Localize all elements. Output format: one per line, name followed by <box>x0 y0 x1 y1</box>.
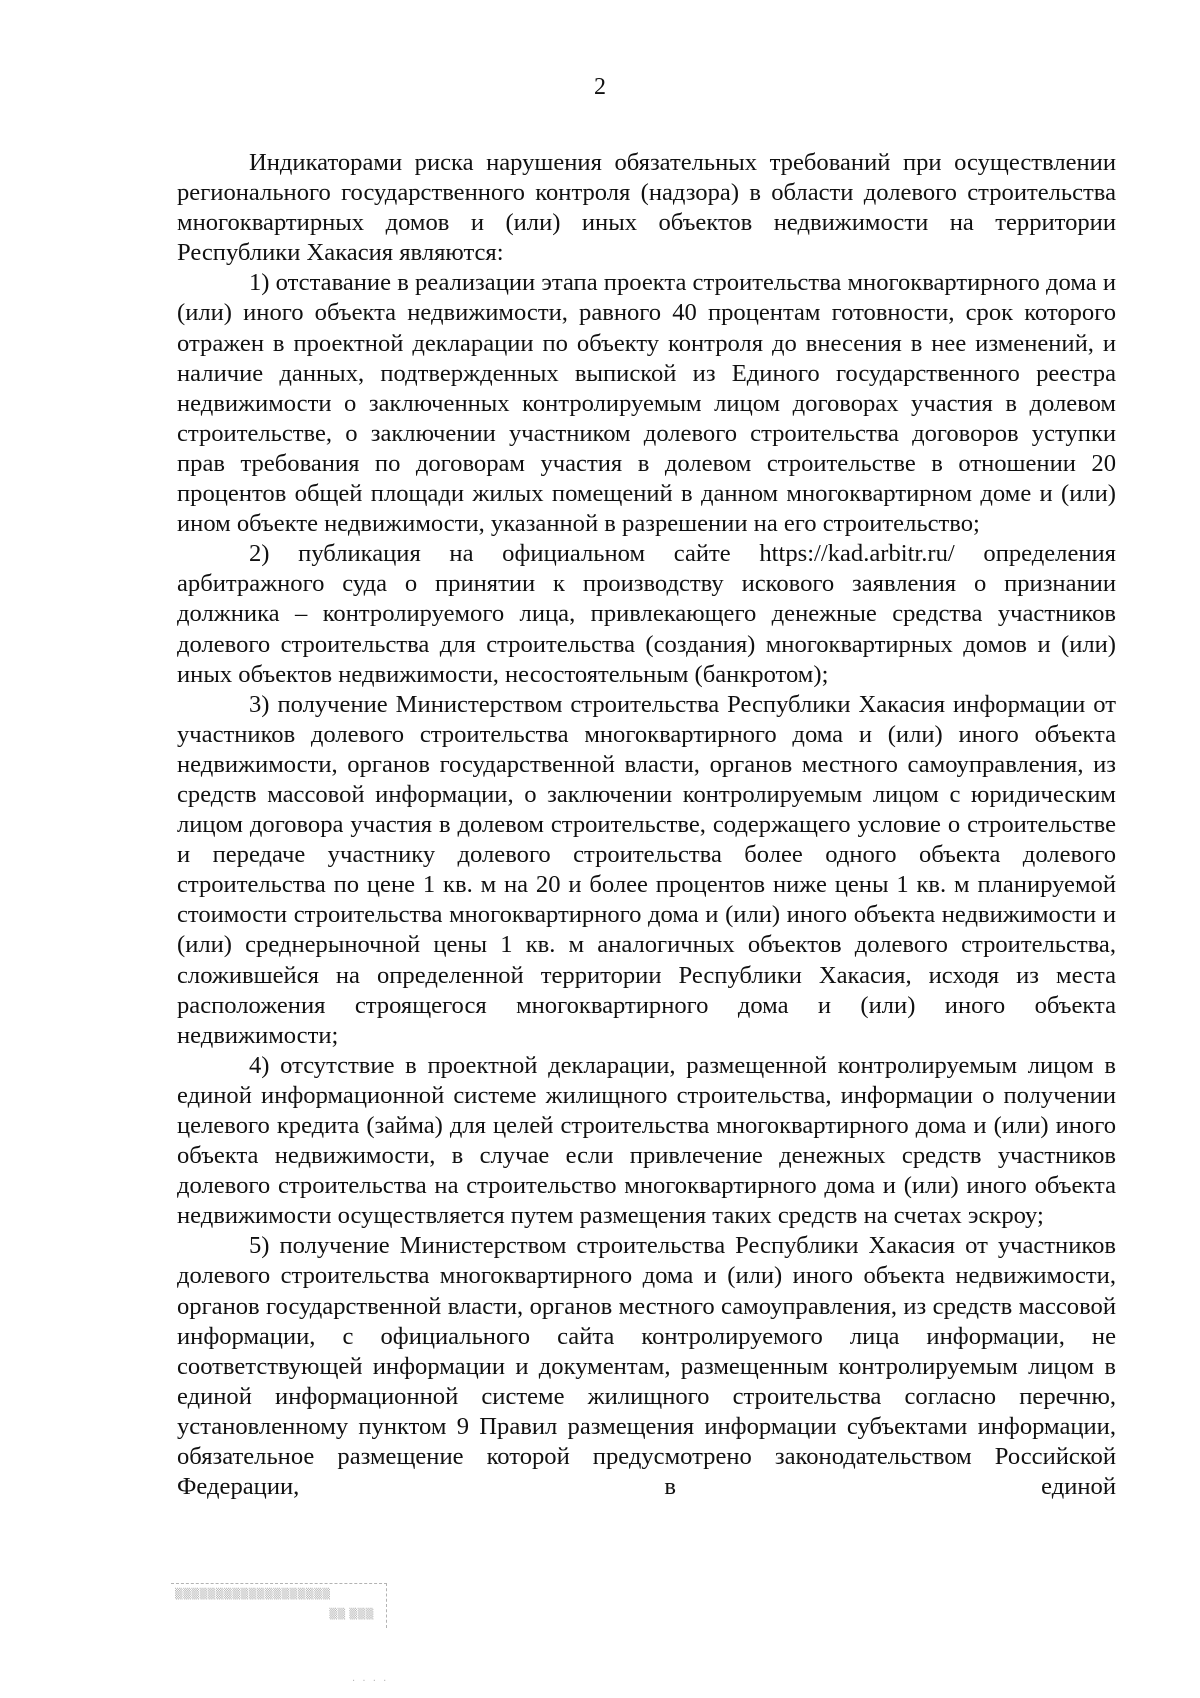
list-item-4: 4) отсутствие в проектной декларации, размещенной контролируемым лицом в единой информационной системе жилищного строительства, информации о получении целевого кредита (займа) для целей строительства многоквартирного дома и (или) иного объекта недвижимости, в случае если привлечение денежных средств участников долевого строительства на строительство многоквартирного дома и (или) иного объекта недвижимости осуществляется путем размещения таких средств на счетах эскроу; <box>177 1051 1116 1230</box>
list-item-2: 2) публикация на официальном сайте https://kad.arbitr.ru/ определения арбитражного суда о принятии к производству искового заявления о признании должника – контролируемого лица, привлекающего денежные средства участников долевого строительства для строительства (создания) многоквартирных домов и (или) иных объектов недвижимости, несостоятельным (банкротом); <box>177 540 1116 688</box>
stamp-dots: · · · · <box>352 1676 389 1687</box>
document-body <box>177 148 1116 1502</box>
intro-paragraph: Индикаторами риска нарушения обязательных требований при осуществлении регионального государственного контроля (надзора) в области долевого строительства многоквартирных домов и (или) иных объектов недвижимости на территории Республики Хакасия являются: <box>177 149 1116 267</box>
list-item-1: 1) отставание в реализации этапа проекта строительства многоквартирного дома и (или) иного объекта недвижимости, равного 40 процентам готовности, срок которого отражен в проектной декларации по объекту контроля до внесения в нее изменений, и наличие данных, подтвержденных выпиской из Единого государственного реестра недвижимости о заключенных контролируемым лицом договорах участия в долевом строительстве, о заключении участником долевого строительства договоров уступки прав требования по договорам участия в долевом строительстве в отношении 20 процентов общей площади жилых помещений в данном многоквартирном доме и (или) ином объекте недвижимости, указанной в разрешении на его строительство; <box>177 269 1116 538</box>
stamp-text-line: ▒▒▒▒▒▒▒▒▒▒▒▒▒▒▒▒▒▒▒ <box>175 1589 331 1600</box>
list-item-5: 5) получение Министерством строительства Республики Хакасия от участников долевого строительства многоквартирного дома и (или) иного объекта недвижимости, органов государственной власти, органов местного самоуправления, из средств массовой информации, с официального сайта контролируемого лица информации, не соответствующей информации и документам, размещенным контролируемым лицом в единой информационной системе жилищного строительства согласно перечню, установленному пунктом 9 Правил размещения информации субъектами информации, обязательное размещение которой предусмотрено законодательством Российской Федерации, в единой <box>177 1232 1116 1501</box>
registration-stamp <box>171 1583 387 1628</box>
page-number: 2 <box>594 74 606 100</box>
list-item-3: 3) получение Министерством строительства Республики Хакасия информации от участников долевого строительства многоквартирного дома и (или) иного объекта недвижимости, органов государственной власти, органов местного самоуправления, из средств массовой информации, о заключении контролируемым лицом с юридическим лицом договора участия в долевом строительстве, содержащего условие о строительстве и передаче участнику долевого строительства более одного объекта долевого строительства по цене 1 кв. м на 20 и более процентов ниже цены 1 кв. м планируемой стоимости строительства многоквартирного дома и (или) иного объекта недвижимости и (или) среднерыночной цены 1 кв. м аналогичных объектов долевого строительства, сложившейся на определенной территории Республики Хакасия, исходя из места расположения строящегося многоквартирного дома и (или) иного объекта недвижимости; <box>177 690 1116 1049</box>
stamp-text-line: ▒▒ ▒▒▒ <box>329 1609 374 1620</box>
